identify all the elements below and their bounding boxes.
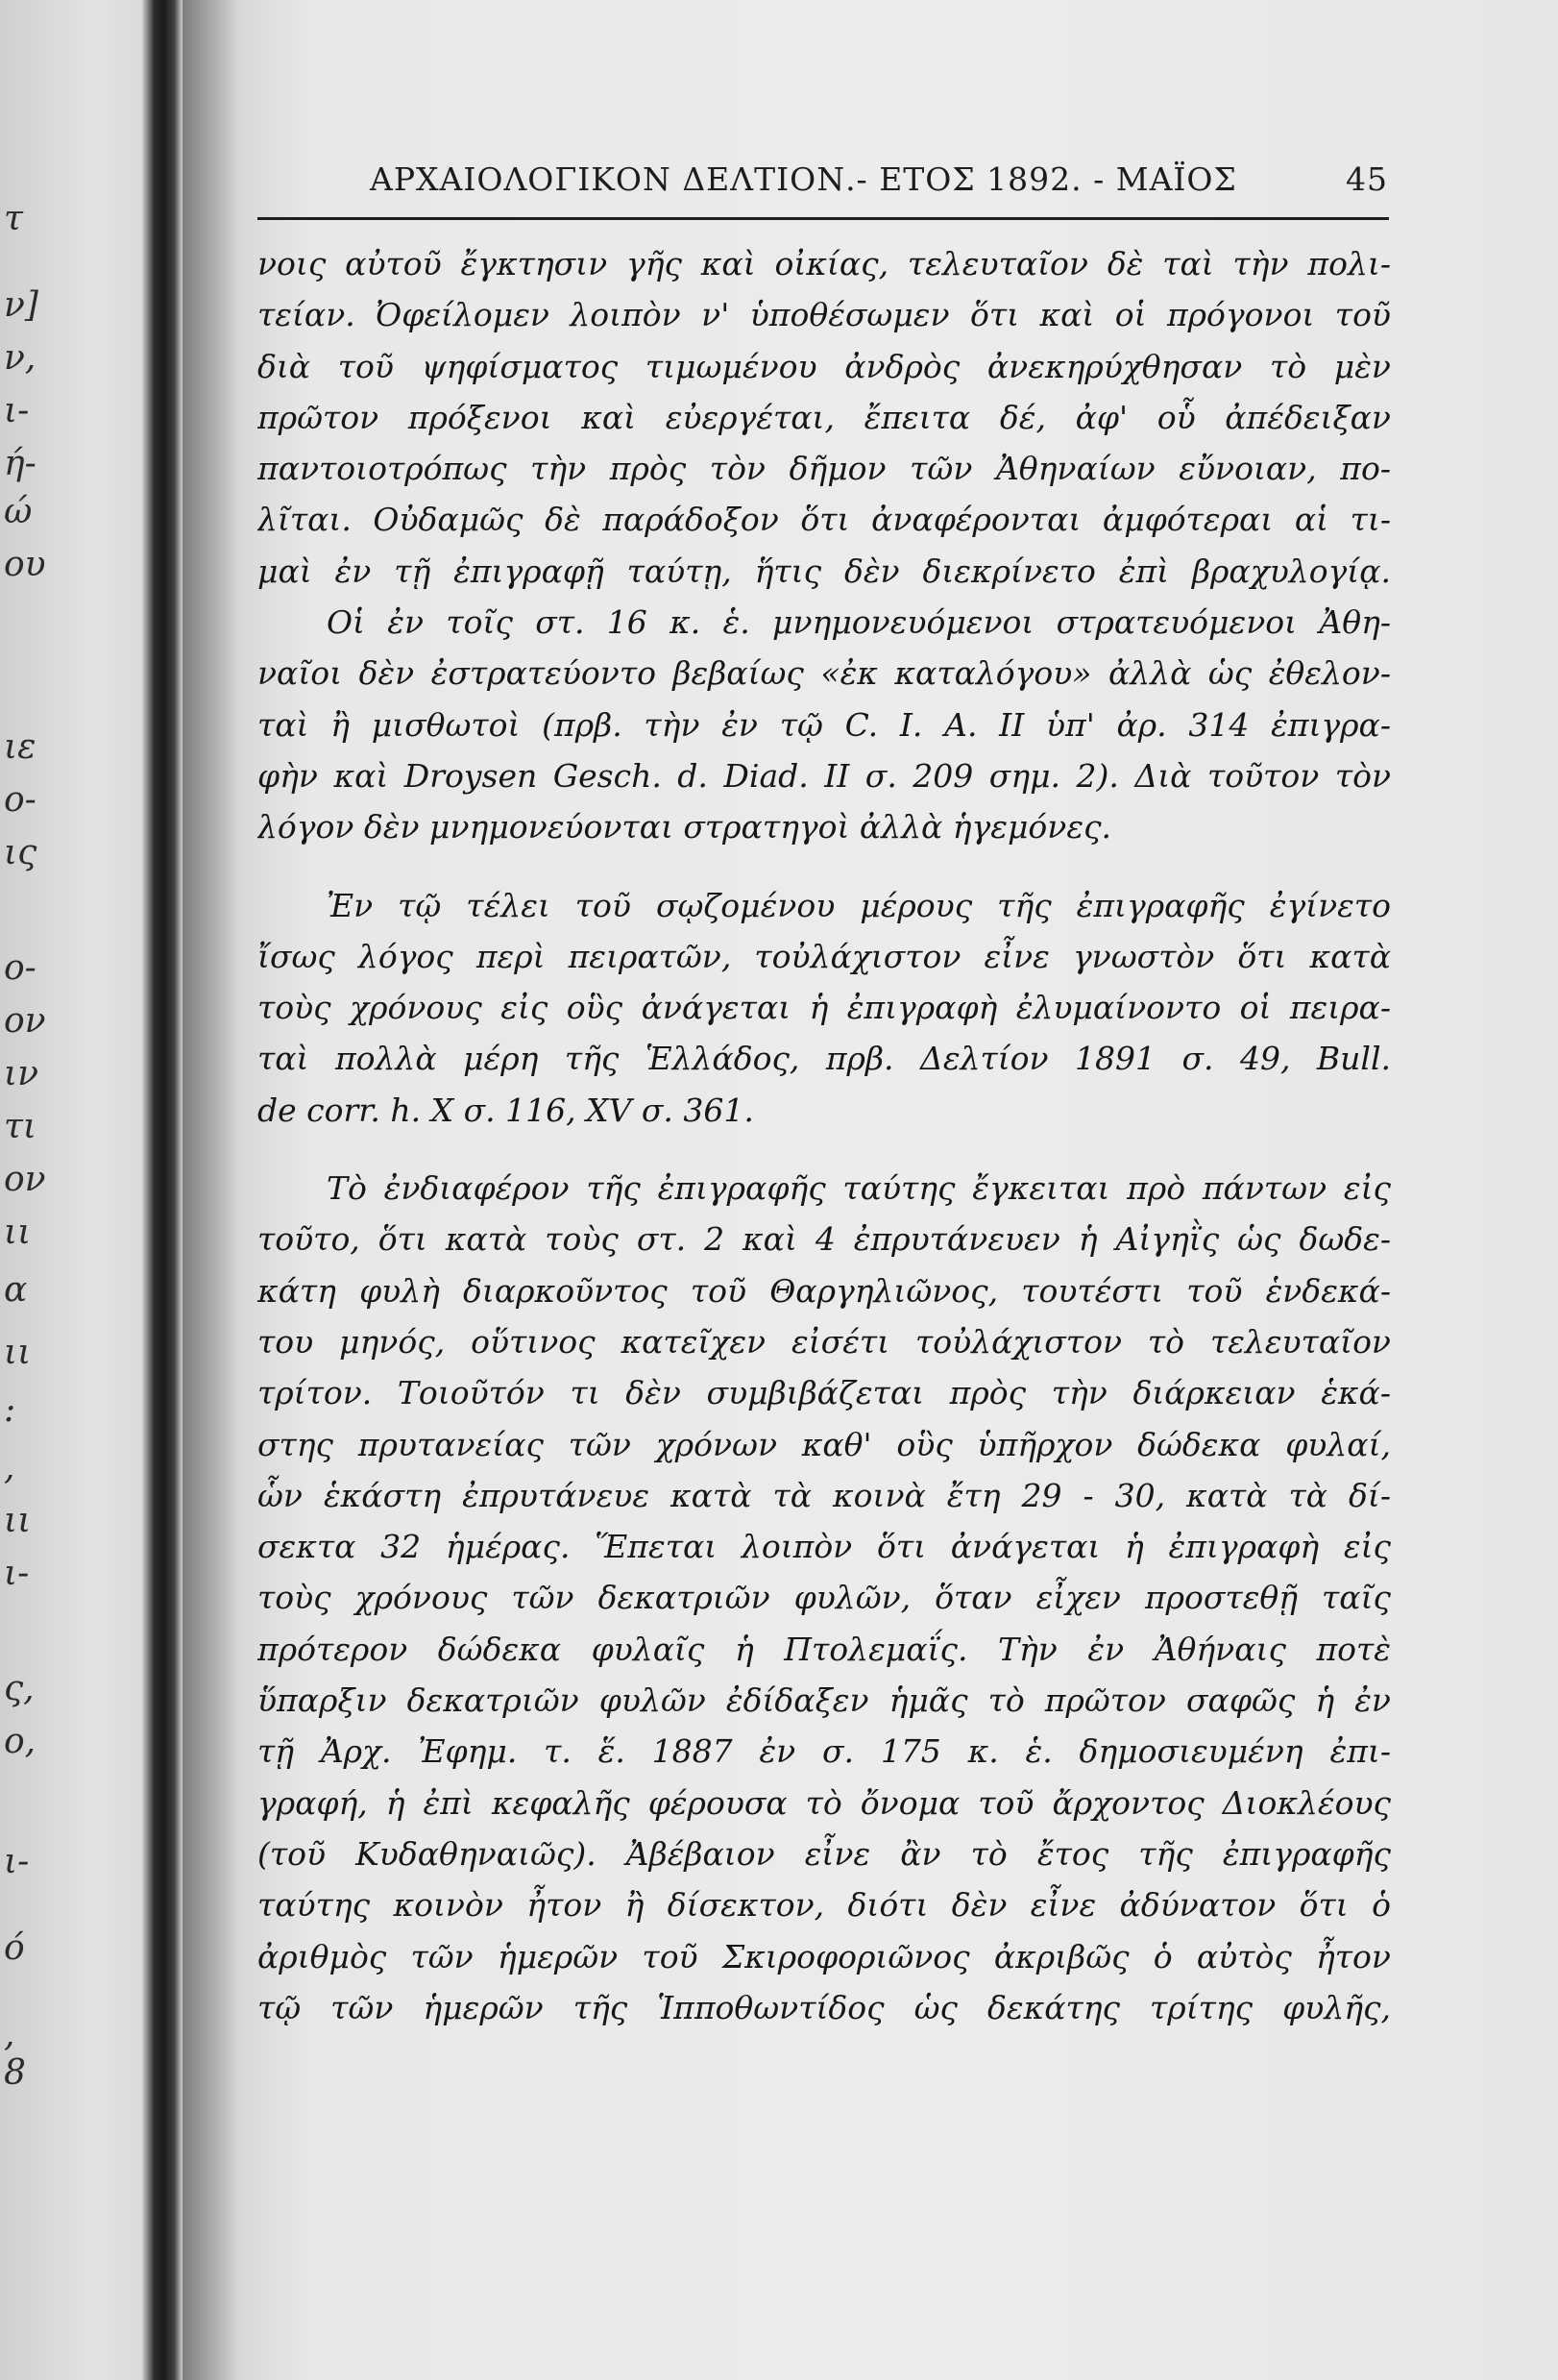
margin-fragment: ις bbox=[4, 833, 37, 872]
text-line: τῇ Ἀρχ. Ἐφημ. τ. ἕ. 1887 ἐν σ. 175 κ. ἑ. δημοσιευμένη ἐπι- bbox=[257, 1732, 1391, 1771]
text-line: διὰ τοῦ ψηφίσματος τιμωμένου ἀνδρὸς ἀνεκηρύχθησαν τὸ μὲν bbox=[257, 347, 1391, 385]
text-line: στης πρυτανείας τῶν χρόνων καθ' οὓς ὑπῆρχον δώδεκα φυλαί, bbox=[257, 1425, 1391, 1463]
header-rule bbox=[257, 217, 1389, 220]
margin-fragment: ιι bbox=[4, 1213, 32, 1252]
text-line: ὕπαρξιν δεκατριῶν φυλῶν ἐδίδαξεν ἡμᾶς τὸ πρῶτον σαφῶς ἡ ἐν bbox=[257, 1681, 1391, 1720]
text-line: ταὶ πολλὰ μέρη τῆς Ἑλλάδος, πρβ. Δελτίον 1891 σ. 49, Bull. bbox=[257, 1040, 1391, 1078]
running-head bbox=[370, 160, 1388, 209]
text-line: (τοῦ Κυδαθηναιῶς). Ἀβέβαιον εἶνε ἂν τὸ ἔτος τῆς ἐπιγραφῆς bbox=[257, 1834, 1391, 1873]
margin-fragment: ιε bbox=[4, 727, 37, 767]
text-line: φὴν καὶ Droysen Gesch. d. Diad. II σ. 209 σημ. 2). Διὰ τοῦτον τὸν bbox=[257, 756, 1391, 795]
text-line: λόγον δὲν μνημονεύονται στρατηγοὶ ἀλλὰ ἡγεμόνες. bbox=[257, 808, 1112, 846]
margin-fragment: ου bbox=[4, 545, 46, 584]
margin-fragment: ιι bbox=[4, 1501, 32, 1540]
margin-fragment: : bbox=[4, 1390, 16, 1430]
text-line: ἴσως λόγος περὶ πειρατῶν, τοὐλάχιστον εἶνε γνωστὸν ὅτι κατὰ bbox=[257, 937, 1391, 975]
page-number: 45 bbox=[1346, 160, 1388, 198]
text-line: πρῶτον πρόξενοι καὶ εὐεργέται, ἔπειτα δέ, ἀφ' οὗ ἀπέδειξαν bbox=[257, 398, 1391, 436]
paragraph bbox=[257, 1163, 1391, 2033]
text-line: τοὺς χρόνους εἰς οὓς ἀνάγεται ἡ ἐπιγραφὴ ἐλυμαίνοντο οἱ πειρα- bbox=[257, 989, 1391, 1027]
text-line: ταύτης κοινὸν ἦτον ἢ δίσεκτον, διότι δὲν εἶνε ἀδύνατον ὅτι ὁ bbox=[257, 1886, 1391, 1925]
margin-fragment: ον bbox=[4, 1001, 46, 1041]
text-line: του μηνός, οὕτινος κατεῖχεν εἰσέτι τοὐλάχιστον τὸ τελευταῖον bbox=[257, 1322, 1391, 1361]
paragraph bbox=[257, 880, 1391, 1136]
running-head-title: ΑΡΧΑΙΟΛΟΓΙΚΟΝ ΔΕΛΤΙΟΝ.- ΕΤΟΣ 1892. - ΜΑΪΟΣ bbox=[370, 160, 1237, 198]
gutter-shadow bbox=[183, 0, 240, 2380]
text-line: ναῖοι δὲν ἐστρατεύοντο βεβαίως «ἐκ καταλόγου» ἀλλὰ ὡς ἐθελον- bbox=[257, 654, 1391, 693]
text-line: ταὶ ἢ μισθωτοὶ (πρβ. τὴν ἐν τῷ C. I. A. II ὑπ' ἀρ. 314 ἐπιγρα- bbox=[257, 705, 1391, 744]
margin-fragment: , bbox=[4, 2015, 15, 2054]
text-line: γραφή, ἡ ἐπὶ κεφαλῆς φέρουσα τὸ ὄνομα τοῦ ἄρχοντος Διοκλέους bbox=[257, 1783, 1391, 1822]
margin-fragment: ή- bbox=[4, 444, 37, 483]
text-line: τοὺς χρόνους τῶν δεκατριῶν φυλῶν, ὅταν εἶχεν προστεθῇ ταῖς bbox=[257, 1579, 1391, 1617]
margin-fragment: ο- bbox=[4, 948, 37, 988]
margin-fragment: ώ bbox=[4, 492, 33, 531]
margin-fragment: ιι bbox=[4, 1333, 32, 1372]
margin-fragment: α bbox=[4, 1270, 28, 1310]
margin-fragment: τι bbox=[4, 1107, 37, 1146]
text-line: μαὶ ἐν τῇ ἐπιγραφῇ ταύτῃ, ἥτις δὲν διεκρίνετο ἐπὶ βραχυλογίᾳ. bbox=[257, 552, 1391, 590]
margin-fragment: 8 bbox=[4, 2053, 26, 2093]
text-line: ἀριθμὸς τῶν ἡμερῶν τοῦ Σκιροφοριῶνος ἀκριβῶς ὁ αὐτὸς ἦτον bbox=[257, 1937, 1391, 1975]
margin-fragment: ο- bbox=[4, 780, 37, 820]
text-line: Ἐν τῷ τέλει τοῦ σῳζομένου μέρους τῆς ἐπιγραφῆς ἐγίνετο bbox=[327, 886, 1391, 924]
text-line: τῷ τῶν ἡμερῶν τῆς Ἱπποθωντίδος ὡς δεκάτης τρίτης φυλῆς, bbox=[257, 1988, 1391, 2026]
text-line: Τὸ ἐνδιαφέρον τῆς ἐπιγραφῆς ταύτης ἔγκειται πρὸ πάντων εἰς bbox=[327, 1169, 1391, 1208]
text-line: Οἱ ἐν τοῖς στ. 16 κ. ἑ. μνημονευόμενοι στρατευόμενοι Ἀθη- bbox=[327, 603, 1391, 642]
text-line: πρότερον δώδεκα φυλαῖς ἡ Πτολεμαΐς. Τὴν ἐν Ἀθήναις ποτὲ bbox=[257, 1630, 1391, 1668]
paragraph bbox=[257, 238, 1391, 597]
text-line: τρίτον. Τοιοῦτόν τι δὲν συμβιβάζεται πρὸς τὴν διάρκειαν ἑκά- bbox=[257, 1374, 1391, 1412]
margin-fragment: , bbox=[4, 1448, 15, 1487]
margin-fragment: ν, bbox=[4, 338, 37, 378]
margin-fragment: ς, bbox=[4, 1669, 35, 1708]
text-line: de corr. h. X σ. 116, XV σ. 361. bbox=[257, 1091, 754, 1129]
margin-fragment: ο, bbox=[4, 1722, 37, 1761]
text-line: τείαν. Ὀφείλομεν λοιπὸν ν' ὑποθέσωμεν ὅτι καὶ οἱ πρόγονοι τοῦ bbox=[257, 296, 1391, 334]
text-line: κάτη φυλὴ διαρκοῦντος τοῦ Θαργηλιῶνος, τουτέστι τοῦ ἑνδεκά- bbox=[257, 1271, 1391, 1310]
margin-fragment: τ bbox=[4, 199, 23, 238]
binding-gutter bbox=[142, 0, 183, 2380]
margin-fragment: ι- bbox=[4, 391, 30, 430]
text-line: τοῦτο, ὅτι κατὰ τοὺς στ. 2 καὶ 4 ἐπρυτάνευεν ἡ Αἰγηῒς ὡς δωδε- bbox=[257, 1220, 1391, 1259]
margin-fragment: ι- bbox=[4, 1842, 30, 1881]
margin-fragment: ον bbox=[4, 1160, 46, 1199]
body-text bbox=[257, 238, 1391, 2033]
previous-page-margin bbox=[0, 0, 67, 2380]
text-line: ὧν ἑκάστη ἐπρυτάνευε κατὰ τὰ κοινὰ ἔτη 29 - 30, κατὰ τὰ δί- bbox=[257, 1476, 1391, 1514]
margin-fragment: ό bbox=[4, 1928, 25, 1968]
paragraph bbox=[257, 597, 1391, 852]
margin-fragment: ιν bbox=[4, 1054, 38, 1093]
text-line: σεκτα 32 ἡμέρας. Ἕπεται λοιπὸν ὅτι ἀνάγεται ἡ ἐπιγραφὴ εἰς bbox=[257, 1528, 1391, 1566]
text-line: λῖται. Οὐδαμῶς δὲ παράδοξον ὅτι ἀναφέρονται ἀμφότεραι αἱ τι- bbox=[257, 501, 1391, 539]
text-line: παντοιοτρόπως τὴν πρὸς τὸν δῆμον τῶν Ἀθηναίων εὔνοιαν, πο- bbox=[257, 450, 1391, 488]
text-line: νοις αὐτοῦ ἔγκτησιν γῆς καὶ οἰκίας, τελευταῖον δὲ ταὶ τὴν πολι- bbox=[257, 245, 1391, 282]
margin-fragment: ν] bbox=[4, 285, 38, 325]
margin-fragment: ι- bbox=[4, 1554, 30, 1593]
